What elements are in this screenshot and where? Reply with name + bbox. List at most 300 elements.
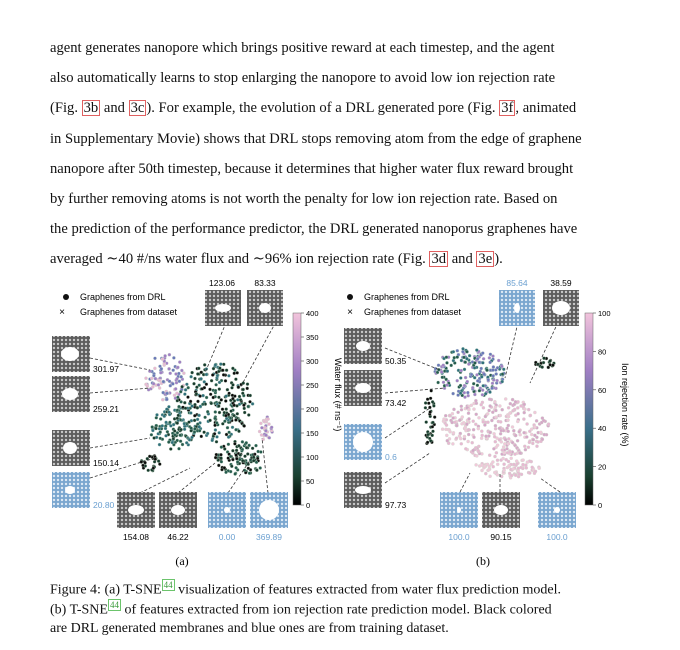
scatter-point	[522, 459, 525, 462]
pore-shape	[355, 383, 371, 393]
scatter-point	[164, 427, 167, 430]
scatter-point	[533, 411, 536, 414]
scatter-point	[529, 414, 532, 417]
scatter-point	[172, 356, 175, 359]
scatter-point	[157, 460, 160, 463]
scatter-point	[159, 417, 162, 420]
scatter-point	[452, 408, 455, 411]
thumbnail-group-left	[52, 336, 119, 510]
scatter-point	[480, 375, 483, 378]
citation-link[interactable]: 44	[109, 599, 119, 610]
scatter-point	[484, 435, 487, 438]
scatter-point	[225, 369, 228, 372]
scatter-point	[459, 376, 462, 379]
scatter-point	[476, 379, 479, 382]
scatter-point	[480, 464, 483, 467]
scatter-point	[444, 428, 447, 431]
thumb-value: 369.89	[256, 532, 282, 542]
scatter-point	[184, 388, 187, 391]
scatter-point	[483, 465, 486, 468]
scatter-point	[460, 359, 463, 362]
scatter-point	[226, 426, 229, 429]
scatter-point	[482, 384, 485, 387]
scatter-point	[210, 402, 213, 405]
scatter-point	[158, 379, 161, 382]
legend-dataset: Graphenes from dataset	[364, 307, 462, 317]
scatter-point	[228, 392, 231, 395]
thumb-value: 150.14	[93, 458, 119, 468]
scatter-point	[224, 399, 227, 402]
scatter-point	[507, 415, 510, 418]
scatter-point	[499, 414, 502, 417]
scatter-point	[175, 381, 178, 384]
scatter-point	[196, 372, 199, 375]
scatter-point	[226, 388, 229, 391]
scatter-point	[238, 395, 241, 398]
scatter-point	[191, 371, 194, 374]
scatter-point	[476, 357, 479, 360]
figure-ref-link[interactable]: 3d	[431, 251, 447, 268]
scatter-point	[511, 467, 514, 470]
pore-shape	[355, 486, 371, 494]
scatter-point	[460, 369, 463, 372]
colorbar-tick-label: 20	[598, 462, 607, 472]
thumb-value: 100.0	[448, 532, 470, 542]
scatter-point	[487, 378, 490, 381]
scatter-point	[223, 466, 226, 469]
scatter-point	[527, 446, 530, 449]
scatter-point	[152, 382, 155, 385]
scatter-point	[459, 392, 462, 395]
scatter-point	[214, 389, 217, 392]
scatter-point	[187, 386, 190, 389]
scatter-point	[504, 438, 507, 441]
colorbar-tick-label: 0	[306, 501, 311, 510]
scatter-point	[493, 432, 496, 435]
scatter-point	[195, 392, 198, 395]
colorbar-tick-label: 250	[306, 381, 319, 390]
scatter-point	[241, 440, 244, 443]
citation-link[interactable]: 44	[163, 580, 173, 590]
scatter-point	[481, 389, 484, 392]
scatter-point	[467, 433, 470, 436]
scatter-point	[227, 436, 230, 439]
scatter-point	[190, 427, 193, 430]
scatter-point	[538, 467, 541, 470]
scatter-point	[478, 389, 481, 392]
scatter-point	[535, 419, 538, 422]
scatter-point	[243, 411, 246, 414]
scatter-point	[493, 435, 496, 438]
scatter-point	[427, 402, 430, 405]
scatter-point	[259, 450, 262, 453]
scatter-point	[198, 414, 201, 417]
scatter-point	[218, 381, 221, 384]
scatter-point	[472, 408, 475, 411]
scatter-point	[424, 406, 427, 409]
scatter-point	[169, 424, 172, 427]
scatter-point	[152, 467, 155, 470]
scatter-point	[251, 402, 254, 405]
scatter-point	[184, 407, 187, 410]
scatter-point	[477, 427, 480, 430]
scatter-point	[150, 377, 153, 380]
scatter-point	[429, 411, 432, 414]
scatter-point	[534, 470, 537, 473]
scatter-point	[474, 446, 477, 449]
colorbar-tick-label: 100	[598, 309, 611, 318]
scatter-point	[480, 430, 483, 433]
scatter-point	[502, 445, 505, 448]
figure-4	[0, 278, 680, 578]
text-line	[50, 93, 630, 123]
scatter-point	[148, 455, 151, 458]
scatter-point	[486, 421, 489, 424]
scatter-point	[147, 388, 150, 391]
pore-shape	[259, 303, 271, 313]
thumb-value: 259.21	[93, 404, 119, 414]
scatter-point	[459, 437, 462, 440]
scatter-point	[462, 421, 465, 424]
scatter-cloud-b	[424, 347, 556, 479]
scatter-point	[539, 431, 542, 434]
scatter-point	[489, 404, 492, 407]
scatter-point	[153, 367, 156, 370]
scatter-point	[154, 377, 157, 380]
pore-shape	[61, 347, 79, 361]
scatter-point	[463, 396, 466, 399]
colorbar-tick-label: 400	[306, 309, 319, 318]
legend-drl: Graphenes from DRL	[364, 292, 450, 302]
text-span: Figure 4: (a) T-SNE	[50, 582, 162, 598]
scatter-point	[221, 408, 224, 411]
scatter-point	[182, 372, 185, 375]
scatter-point	[473, 361, 476, 364]
pore-shape	[552, 301, 570, 315]
scatter-point	[445, 356, 448, 359]
thumb-value: 85.64	[506, 278, 528, 288]
scatter-point	[523, 403, 526, 406]
scatter-point	[441, 376, 444, 379]
pore-shape	[457, 507, 461, 513]
scatter-point	[219, 453, 222, 456]
scatter-point	[235, 404, 238, 407]
thumb-value: 38.59	[550, 278, 572, 288]
scatter-point	[520, 404, 523, 407]
scatter-cloud-a	[140, 353, 274, 475]
scatter-point	[488, 356, 491, 359]
scatter-point	[147, 469, 150, 472]
scatter-point	[523, 431, 526, 434]
scatter-point	[437, 381, 440, 384]
scatter-point	[228, 431, 231, 434]
scatter-point	[463, 368, 466, 371]
scatter-point	[485, 369, 488, 372]
scatter-point	[490, 419, 493, 422]
scatter-point	[222, 373, 225, 376]
scatter-point	[172, 369, 175, 372]
scatter-point	[548, 360, 551, 363]
text-span: and	[448, 251, 477, 268]
scatter-point	[523, 411, 526, 414]
scatter-point	[516, 406, 519, 409]
scatter-point	[503, 442, 506, 445]
scatter-point	[205, 396, 208, 399]
scatter-point	[496, 366, 499, 369]
colorbar-gradient	[293, 313, 301, 505]
scatter-point	[215, 440, 218, 443]
scatter-point	[168, 421, 171, 424]
scatter-point	[243, 424, 246, 427]
scatter-point	[198, 429, 201, 432]
scatter-point	[165, 398, 168, 401]
scatter-point	[446, 370, 449, 373]
scatter-point	[492, 365, 495, 368]
text-line: the prediction of the performance predictor, the DRL generated nanoporus graphenes have	[50, 221, 578, 238]
scatter-point	[186, 396, 189, 399]
scatter-point	[162, 391, 165, 394]
scatter-point	[462, 356, 465, 359]
scatter-point	[474, 423, 477, 426]
pore-shape	[65, 486, 75, 494]
pore-shape	[224, 507, 230, 513]
scatter-point	[209, 419, 212, 422]
scatter-point	[496, 459, 499, 462]
pore-shape	[215, 304, 231, 312]
scatter-point	[492, 374, 495, 377]
figure-ref-link[interactable]: 3e	[478, 251, 493, 268]
scatter-point	[498, 404, 501, 407]
scatter-point	[196, 406, 199, 409]
scatter-point	[179, 440, 182, 443]
scatter-point	[431, 421, 434, 424]
scatter-point	[242, 404, 245, 407]
scatter-point	[169, 372, 172, 375]
scatter-point	[429, 397, 432, 400]
scatter-point	[185, 441, 188, 444]
text-span: and	[100, 100, 129, 117]
scatter-point	[185, 383, 188, 386]
scatter-point	[477, 416, 480, 419]
scatter-point	[426, 441, 429, 444]
scatter-point	[200, 377, 203, 380]
scatter-point	[155, 413, 158, 416]
scatter-point	[482, 357, 485, 360]
scatter-point	[164, 354, 167, 357]
scatter-point	[547, 366, 550, 369]
scatter-point	[202, 394, 205, 397]
scatter-point	[503, 469, 506, 472]
scatter-point	[432, 404, 435, 407]
scatter-point	[263, 420, 266, 423]
scatter-point	[473, 393, 476, 396]
scatter-point	[510, 457, 513, 460]
scatter-point	[464, 426, 467, 429]
scatter-point	[190, 375, 193, 378]
text-line: also automatically learns to stop enlarging the nanopore to avoid low ion rejection rate	[50, 70, 556, 87]
scatter-point	[158, 463, 161, 466]
scatter-point	[464, 447, 467, 450]
scatter-point	[451, 421, 454, 424]
scatter-point	[233, 404, 236, 407]
scatter-point	[508, 464, 511, 467]
scatter-point	[451, 412, 454, 415]
scatter-point	[494, 427, 497, 430]
colorbar-b	[585, 309, 630, 510]
colorbar-tick-label: 80	[598, 347, 607, 357]
scatter-point	[466, 391, 469, 394]
scatter-point	[198, 384, 201, 387]
scatter-point	[442, 364, 445, 367]
scatter-point	[181, 385, 184, 388]
scatter-point	[467, 408, 470, 411]
text-span: averaged ∼40 #/ns water flux and ∼96% ion rejection rate (Fig.	[50, 251, 430, 268]
scatter-point	[492, 378, 495, 381]
scatter-point	[234, 472, 237, 475]
scatter-point	[460, 442, 463, 445]
scatter-point	[230, 465, 233, 468]
scatter-point	[456, 356, 459, 359]
scatter-point	[241, 392, 244, 395]
scatter-point	[488, 398, 491, 401]
text-span: ). For example, the evolution of a DRL generated pore (Fig.	[146, 100, 500, 117]
scatter-point	[227, 374, 230, 377]
figure-ref-link[interactable]: 3b	[83, 100, 99, 117]
scatter-point	[176, 396, 179, 399]
scatter-point	[444, 414, 447, 417]
scatter-point	[452, 431, 455, 434]
scatter-point	[507, 437, 510, 440]
scatter-point	[497, 420, 500, 423]
scatter-point	[193, 403, 196, 406]
scatter-point	[445, 424, 448, 427]
scatter-point	[235, 454, 238, 457]
scatter-point	[235, 457, 238, 460]
scatter-point	[478, 361, 481, 364]
scatter-point	[445, 361, 448, 364]
scatter-point	[231, 397, 234, 400]
scatter-point	[235, 449, 238, 452]
scatter-point	[212, 367, 215, 370]
scatter-point	[154, 427, 157, 430]
scatter-point	[461, 415, 464, 418]
legend-dot-icon	[63, 294, 69, 300]
scatter-point	[215, 453, 218, 456]
scatter-point	[437, 364, 440, 367]
colorbar-gradient	[585, 313, 593, 505]
scatter-point	[531, 466, 534, 469]
scatter-point	[551, 364, 554, 367]
scatter-point	[176, 366, 179, 369]
scatter-point	[502, 368, 505, 371]
scatter-point	[159, 437, 162, 440]
scatter-point	[224, 414, 227, 417]
thumbnail-group-bottom	[117, 492, 288, 542]
scatter-point	[425, 421, 428, 424]
scatter-point	[217, 396, 220, 399]
scatter-point	[220, 460, 223, 463]
scatter-point	[177, 414, 180, 417]
scatter-point	[468, 354, 471, 357]
scatter-point	[467, 440, 470, 443]
scatter-point	[522, 418, 525, 421]
scatter-point	[231, 394, 234, 397]
pore-shape	[171, 505, 185, 515]
scatter-point	[491, 355, 494, 358]
scatter-point	[523, 445, 526, 448]
scatter-point	[167, 441, 170, 444]
scatter-point	[231, 458, 234, 461]
scatter-point	[157, 383, 160, 386]
scatter-point	[161, 398, 164, 401]
figure-ref-link[interactable]: 3f	[501, 100, 514, 117]
scatter-point	[542, 419, 545, 422]
scatter-point	[215, 383, 218, 386]
caption-line	[50, 580, 640, 600]
scatter-point	[246, 383, 249, 386]
colorbar-title: Ion rejection rate (%)	[620, 363, 630, 447]
scatter-point	[153, 436, 156, 439]
scatter-point	[254, 444, 257, 447]
scatter-point	[476, 384, 479, 387]
scatter-point	[239, 454, 242, 457]
scatter-point	[224, 471, 227, 474]
scatter-point	[481, 352, 484, 355]
scatter-point	[541, 438, 544, 441]
scatter-point	[543, 433, 546, 436]
scatter-point	[243, 455, 246, 458]
scatter-point	[437, 368, 440, 371]
scatter-point	[518, 430, 521, 433]
scatter-point	[151, 385, 154, 388]
scatter-point	[452, 416, 455, 419]
scatter-point	[180, 428, 183, 431]
thumb-value: 73.42	[385, 398, 407, 408]
scatter-point	[533, 434, 536, 437]
scatter-point	[215, 435, 218, 438]
scatter-point	[493, 400, 496, 403]
scatter-point	[256, 457, 259, 460]
scatter-point	[141, 464, 144, 467]
scatter-point	[251, 447, 254, 450]
scatter-point	[494, 406, 497, 409]
scatter-point	[524, 448, 527, 451]
scatter-point	[218, 388, 221, 391]
scatter-point	[516, 420, 519, 423]
scatter-point	[239, 398, 242, 401]
figure-ref-link[interactable]: 3c	[130, 100, 145, 117]
scatter-point	[247, 413, 250, 416]
thumb-value: 0.00	[218, 532, 236, 542]
scatter-point	[183, 428, 186, 431]
scatter-point	[490, 387, 493, 390]
scatter-point	[489, 475, 492, 478]
scatter-point	[168, 353, 171, 356]
scatter-point	[471, 386, 474, 389]
scatter-point	[476, 449, 479, 452]
scatter-point	[189, 400, 192, 403]
colorbar-tick-label: 50	[306, 477, 315, 486]
scatter-point	[259, 422, 262, 425]
scatter-point	[461, 350, 464, 353]
scatter-point	[495, 372, 498, 375]
scatter-point	[483, 423, 486, 426]
text-span: (Fig.	[50, 100, 82, 117]
scatter-point	[218, 411, 221, 414]
scatter-point	[140, 460, 143, 463]
scatter-point	[486, 412, 489, 415]
scatter-point	[467, 417, 470, 420]
